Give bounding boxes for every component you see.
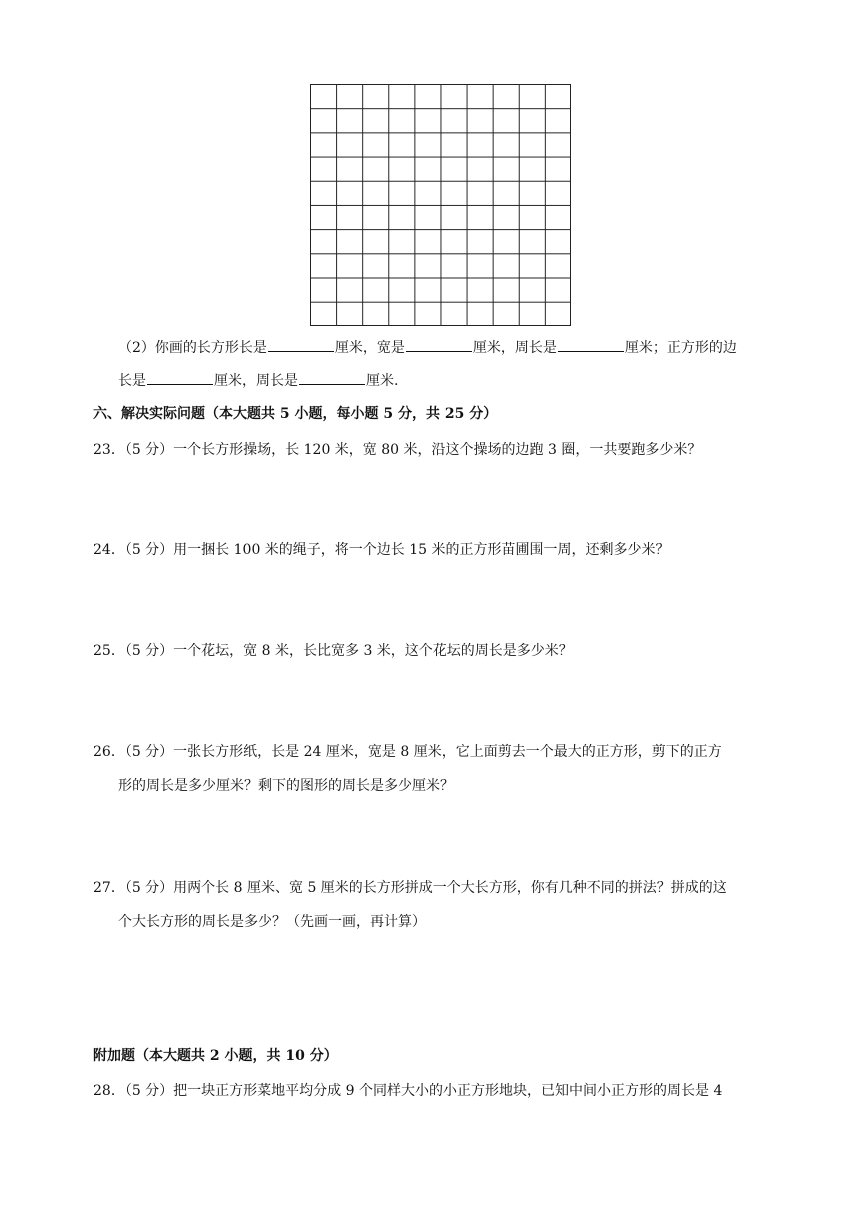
question-number: 28． xyxy=(93,1083,125,1099)
q22-part2-line2 xyxy=(118,370,398,391)
question-28 xyxy=(93,1081,722,1101)
question-27 xyxy=(93,878,727,898)
answer-blank-square-perimeter[interactable] xyxy=(299,370,365,385)
answer-blank-rect-width[interactable] xyxy=(406,337,472,352)
question-24 xyxy=(93,540,670,560)
q22-part2-line1 xyxy=(118,337,737,358)
question-text: （5 分）一张长方形纸，长是 24 厘米，宽是 8 厘米，它上面剪去一个最大的正方形，剪下的正方 xyxy=(124,744,722,760)
q22-part2-unit1: 厘米，宽是 xyxy=(334,340,405,356)
question-number: 24． xyxy=(93,542,125,558)
question-text: （5 分）用一捆长 100 米的绳子，将一个边长 15 米的正方形苗圃围一周，还剩多少米？ xyxy=(124,542,670,558)
answer-blank-rect-perimeter[interactable] xyxy=(558,337,624,352)
section6-heading: 六、解决实际问题（本大题共 5 小题，每小题 5 分，共 25 分） xyxy=(93,406,498,422)
question-26-cont: 形的周长是多少厘米？剩下的图形的周长是多少厘米？ xyxy=(118,778,454,794)
answer-blank-rect-length[interactable] xyxy=(268,337,334,352)
question-27-cont: 个大长方形的周长是多少？（先画一画，再计算） xyxy=(118,914,426,930)
question-text: （5 分）一个长方形操场，长 120 米，宽 80 米，沿这个操场的边跑 3 圈，一共要跑多少米？ xyxy=(124,442,702,458)
question-25 xyxy=(93,641,573,661)
q22-part2-line2-prefix: 长是 xyxy=(118,373,146,389)
question-26 xyxy=(93,742,722,762)
question-23 xyxy=(93,440,701,460)
q22-part2-unit2: 厘米，周长是 xyxy=(472,340,557,356)
question-text: （5 分）把一块正方形菜地平均分成 9 个同样大小的小正方形地块，已知中间小正方形的周长是 4 xyxy=(124,1083,723,1099)
bonus-heading: 附加题（本大题共 2 小题，共 10 分） xyxy=(93,1048,338,1064)
q22-part2-unit4: 厘米，周长是 xyxy=(214,373,298,389)
question-number: 25． xyxy=(93,643,125,659)
q22-part2-unit5: 厘米. xyxy=(366,373,399,389)
q22-part2-unit3: 厘米；正方形的边 xyxy=(624,340,737,356)
question-text: （5 分）用两个长 8 厘米、宽 5 厘米的长方形拼成一个大长方形，你有几种不同的拼法？拼成的这 xyxy=(124,880,727,896)
q22-part2-prefix: （2）你画的长方形长是 xyxy=(118,340,267,356)
question-number: 26． xyxy=(93,744,125,760)
answer-blank-square-side[interactable] xyxy=(147,370,213,385)
question-text: （5 分）一个花坛，宽 8 米，长比宽多 3 米，这个花坛的周长是多少米？ xyxy=(124,643,573,659)
question-number: 23． xyxy=(93,442,125,458)
drawing-grid xyxy=(310,84,571,326)
question-number: 27． xyxy=(93,880,125,896)
